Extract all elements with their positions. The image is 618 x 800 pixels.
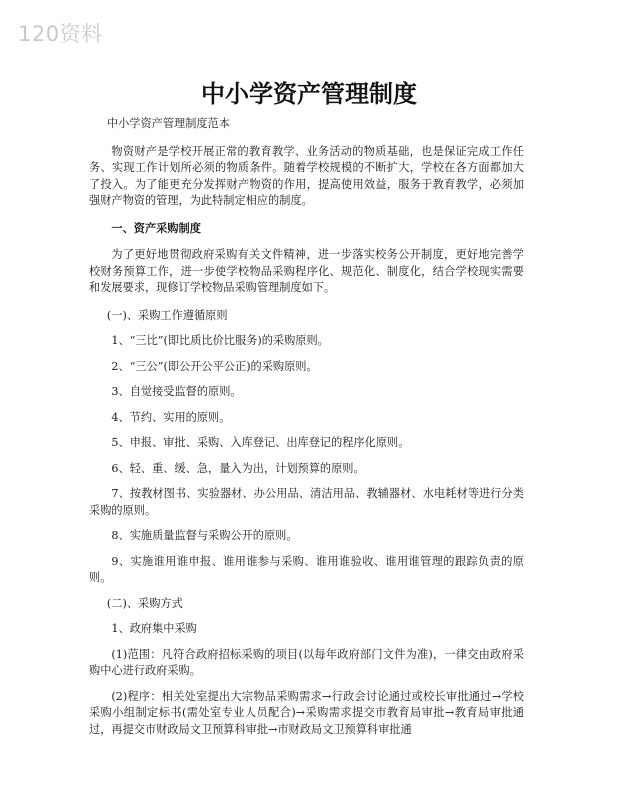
principle-item: 7、按教材图书、实验器材、办公用品、清洁用品、教辅器材、水电耗材等进行分类采购的原则。 [89, 487, 524, 517]
principle-item: 8、实施质量监督与采购公开的原则。 [111, 529, 298, 542]
principle-item: 1、“三比”(即比质比价比服务)的采购原则。 [111, 334, 329, 347]
section-heading: 一、资产采购制度 [111, 221, 201, 235]
principle-item: 5、申报、审批、采购、入库登记、出库登记的程序化原则。 [111, 436, 410, 449]
principle-item: 6、轻、重、缓、急，量入为出，计划预算的原则。 [111, 461, 365, 475]
principle-item: 3、自觉接受监督的原则。 [111, 385, 242, 398]
document-subtitle: 中小学资产管理制度范本 [106, 117, 230, 130]
method-item: 1、政府集中采购 [111, 622, 197, 635]
intro-paragraph: 物资财产是学校开展正常的教育教学、业务活动的物质基础，也是保证完成工作任务、实现工作计划所必须的物质条件。随着学校规模的不断扩大，学校在各方面都加大了投入。为了能更充分发挥财产物资的作用，提高使用效益，服务于教育教学，必须加强财产物资的管理，为此特制定相应的制度。 [89, 144, 524, 207]
watermark: 120资料 [18, 22, 103, 46]
procedure-paragraph: (2)程序：相关处室提出大宗物品采购需求→行政会讨论通过或校长审批通过→学校采购小组制定标书(需处室专业人员配合)→采购需求提交市教育局审批→教育局审批通过，再提交市财政局文卫预算科审批→市财政局文卫预算科审批通 [89, 689, 524, 736]
scope-paragraph: (1)范围：凡符合政府招标采购的项目(以每年政府部门文件为准)，一律交由政府采购中心进行政府采购。 [89, 647, 524, 677]
subsection-heading: (二)、采购方式 [106, 596, 183, 610]
subsection-heading: (一)、采购工作遵循原则 [106, 308, 228, 322]
principle-item: 2、“三公”(即公开公平公正)的采购原则。 [111, 359, 318, 373]
principle-item: 4、节约、实用的原则。 [111, 410, 231, 424]
document-title: 中小学资产管理制度 [201, 80, 417, 108]
document-body [89, 116, 524, 738]
section-intro-paragraph: 为了更好地贯彻政府采购有关文件精神，进一步落实校务公开制度，更好地完善学校财务预算工作，进一步使学校物品采购程序化、规范化、制度化，结合学校现实需要和发展要求，现修订学校物品采购管理制度如下。 [89, 248, 524, 294]
principle-item: 9、实施谁用谁申报、谁用谁参与采购、谁用谁验收、谁用谁管理的跟踪负责的原则。 [89, 554, 524, 584]
